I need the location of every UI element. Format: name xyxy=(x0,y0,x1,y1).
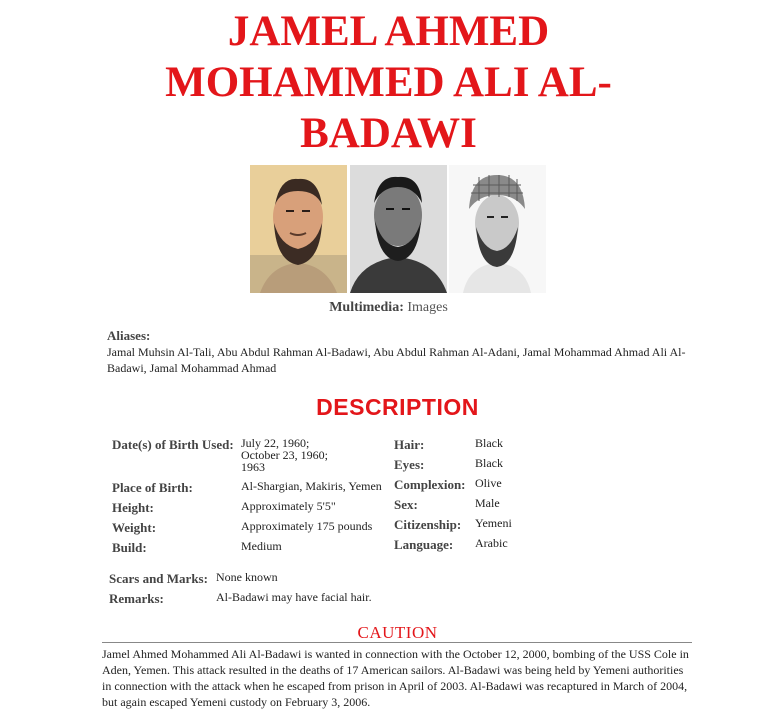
scars-label: Scars and Marks: xyxy=(109,571,208,586)
multimedia-line xyxy=(0,300,777,316)
dob-label: Date(s) of Birth Used: xyxy=(112,437,234,452)
caution-text: Jamel Ahmed Mohammed Ali Al-Badawi is wanted in connection with the October 12, 2000, bombing of the USS Cole in Aden, Yemen. This attack resulted in the deaths of 17 American sailors. Al-Badawi was being held by Yemeni authorities in connection with the attack when he escaped from prison in April of 2003. Al-Badawi was recaptured in March of 2004, but again escaped Yemeni custody on February 3, 2006. xyxy=(102,647,689,709)
complexion-label: Complexion: xyxy=(394,477,466,492)
dob-value-3: 1963 xyxy=(241,460,265,474)
pob-value: Al-Shargian, Makiris, Yemen xyxy=(241,479,382,493)
language-value: Arabic xyxy=(475,536,508,550)
hair-value: Black xyxy=(475,436,503,450)
suspect-photo-2[interactable] xyxy=(350,165,447,293)
weight-value: Approximately 175 pounds xyxy=(241,519,373,533)
weight-label: Weight: xyxy=(112,520,157,535)
sex-label: Sex: xyxy=(394,497,418,512)
dob-value-1: July 22, 1960; xyxy=(241,436,310,450)
hair-label: Hair: xyxy=(394,437,425,452)
citizenship-value: Yemeni xyxy=(475,516,512,530)
caution-divider xyxy=(102,642,692,643)
multimedia-images-link[interactable]: Images xyxy=(407,300,448,315)
eyes-value: Black xyxy=(475,456,503,470)
build-value: Medium xyxy=(241,539,282,553)
photo-gallery xyxy=(250,165,550,295)
title-line-3: BADAWI xyxy=(300,110,477,157)
complexion-value: Olive xyxy=(475,476,502,490)
suspect-photo-3[interactable] xyxy=(449,165,546,293)
language-label: Language: xyxy=(394,537,454,552)
scars-value: None known xyxy=(216,570,278,584)
dob-value-2: October 23, 1960; xyxy=(241,448,328,462)
title-line-2: MOHAMMED ALI AL- xyxy=(165,59,612,106)
multimedia-label: Multimedia: xyxy=(329,300,404,315)
page-title xyxy=(0,6,777,159)
aliases-label: Aliases: xyxy=(107,328,151,343)
description-heading: DESCRIPTION xyxy=(316,394,479,420)
height-label: Height: xyxy=(112,500,154,515)
build-label: Build: xyxy=(112,540,147,555)
pob-label: Place of Birth: xyxy=(112,480,193,495)
remarks-label: Remarks: xyxy=(109,591,164,606)
citizenship-label: Citizenship: xyxy=(394,517,462,532)
eyes-label: Eyes: xyxy=(394,457,425,472)
height-value: Approximately 5'5" xyxy=(241,499,336,513)
suspect-photo-1[interactable] xyxy=(250,165,347,293)
title-line-1: JAMEL AHMED xyxy=(227,8,550,55)
sex-value: Male xyxy=(475,496,500,510)
caution-heading: CAUTION xyxy=(357,623,438,642)
aliases-text: Jamal Muhsin Al-Tali, Abu Abdul Rahman Al-Badawi, Abu Abdul Rahman Al-Adani, Jamal Mohammad Ahmad Ali Al-Badawi, Jamal Mohammad Ahmad xyxy=(107,345,686,375)
remarks-value: Al-Badawi may have facial hair. xyxy=(216,590,372,604)
